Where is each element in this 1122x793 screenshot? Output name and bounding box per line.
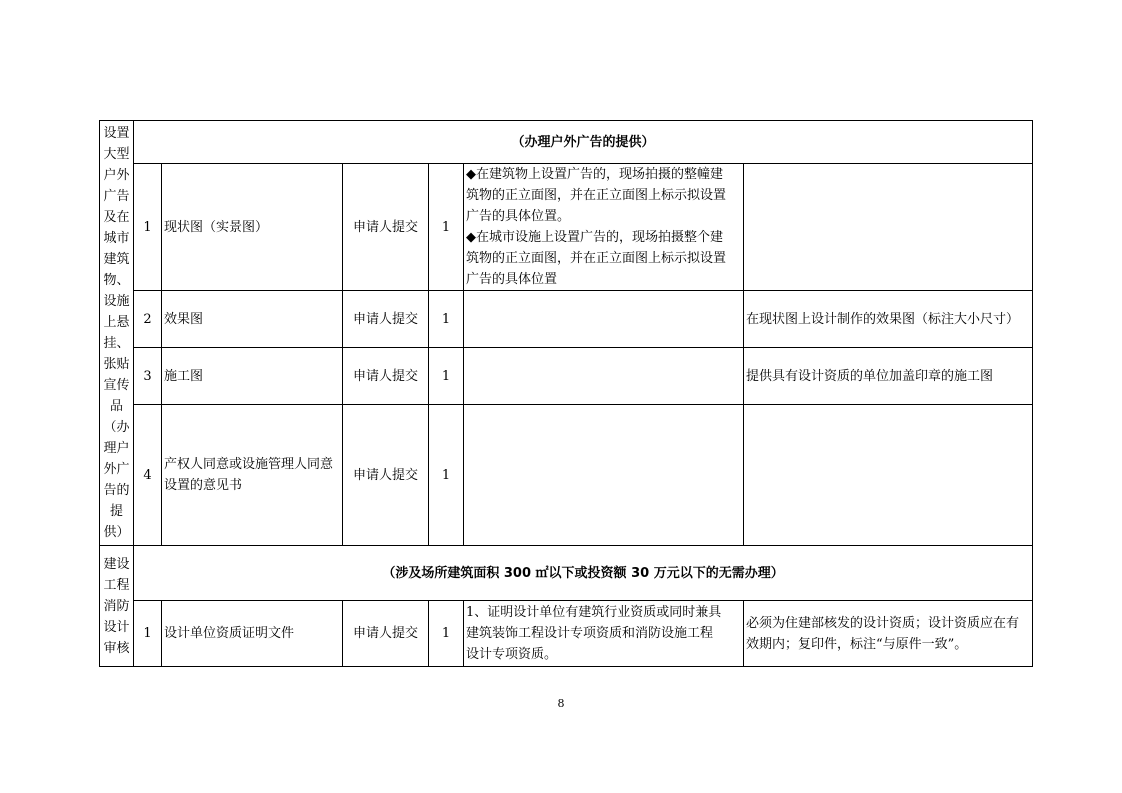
category-line: 设计 [103,619,130,635]
section-banner-row [100,546,1033,601]
copy-count: 1 [429,291,464,348]
requirement-line: ◆在建筑物上设置广告的，现场拍摄的整幢建 [466,167,723,182]
table-row [100,601,1033,667]
category-line: （办 [103,420,130,435]
notes-cell [744,164,1033,291]
submitter: 申请人提交 [343,291,429,348]
copy-count: 1 [429,348,464,405]
material-name: 产权人同意或设施管理人同意设置的意见书 [162,405,343,546]
material-name: 效果图 [162,291,343,348]
row-number: 2 [134,291,162,348]
page-number: 8 [557,697,565,710]
category-line: 建筑 [103,252,130,267]
requirements-cell [464,291,744,348]
notes-cell [744,348,1033,405]
row-number: 3 [134,348,162,405]
submitter: 申请人提交 [343,164,429,291]
notes-cell [744,291,1033,348]
submitter: 申请人提交 [343,405,429,546]
category-line: 消防 [103,598,130,614]
category-line: 工程 [103,577,130,593]
note-line: 必须为住建部核发的设计资质；设计资质应在有 [746,615,1020,631]
category-line: 张贴 [103,357,130,372]
submitter: 申请人提交 [343,601,429,667]
note-line: 提供具有设计资质的单位加盖印章的施工图 [746,368,994,384]
notes-cell [744,601,1033,667]
category-line: 挂、 [103,336,130,351]
row-number: 1 [134,164,162,291]
requirements-table [99,120,1033,667]
requirements-cell [464,348,744,405]
requirement-line: 设计专项资质。 [466,647,558,662]
submitter: 申请人提交 [343,348,429,405]
section-banner: （涉及场所建筑面积 300 ㎡以下或投资额 30 万元以下的无需办理） [134,546,1033,601]
category-cell [100,121,134,546]
requirement-line: 广告的具体位置。 [466,209,571,224]
requirements-cell [464,601,744,667]
note-line: 在现状图上设计制作的效果图（标注大小尺寸） [746,311,1020,327]
table-row [100,348,1033,405]
requirement-line: ◆在城市设施上设置广告的，现场拍摄整个建 [466,230,723,245]
category-line: 及在 [103,210,130,225]
requirement-line: 广告的具体位置 [466,272,558,287]
requirements-cell [464,405,744,546]
category-line: 建设 [103,556,130,572]
category-line: 大型 [103,147,130,162]
requirement-line: 筑物的正立面图，并在正立面图上标示拟设置 [466,188,727,203]
row-number: 1 [134,601,162,667]
material-name: 施工图 [162,348,343,405]
note-line: 效期内；复印件，标注“与原件一致”。 [746,636,968,652]
requirement-line: 筑物的正立面图，并在正立面图上标示拟设置 [466,251,727,266]
requirement-line: 建筑装饰工程设计专项资质和消防设施工程 [466,626,714,641]
category-line: 外广 [103,462,130,477]
category-line: 设置 [103,126,130,141]
row-number: 4 [134,405,162,546]
table-row [100,405,1033,546]
category-line: 宣传 [103,378,130,393]
copy-count: 1 [429,601,464,667]
material-name: 设计单位资质证明文件 [162,601,343,667]
requirements-cell [464,164,744,291]
category-line: 品 [109,399,123,414]
category-line: 物、 [103,273,130,288]
category-line: 供） [103,525,130,540]
category-line: 设施 [103,294,130,309]
category-line: 城市 [103,231,130,246]
section-banner-row [100,121,1033,164]
section-banner: （办理户外广告的提供） [134,121,1033,164]
category-cell [100,546,134,667]
requirement-line: 1、证明设计单位有建筑行业资质或同时兼具 [466,605,722,620]
category-line: 告的 [103,483,130,498]
table-row [100,164,1033,291]
category-line: 理户 [103,441,130,456]
category-line: 广告 [103,189,130,204]
copy-count: 1 [429,405,464,546]
table-row [100,291,1033,348]
category-line: 审核 [103,640,130,656]
category-line: 上悬 [103,315,130,330]
material-name: 现状图（实景图） [162,164,343,291]
notes-cell [744,405,1033,546]
copy-count: 1 [429,164,464,291]
category-line: 户外 [103,168,130,183]
category-line: 提 [109,504,123,519]
